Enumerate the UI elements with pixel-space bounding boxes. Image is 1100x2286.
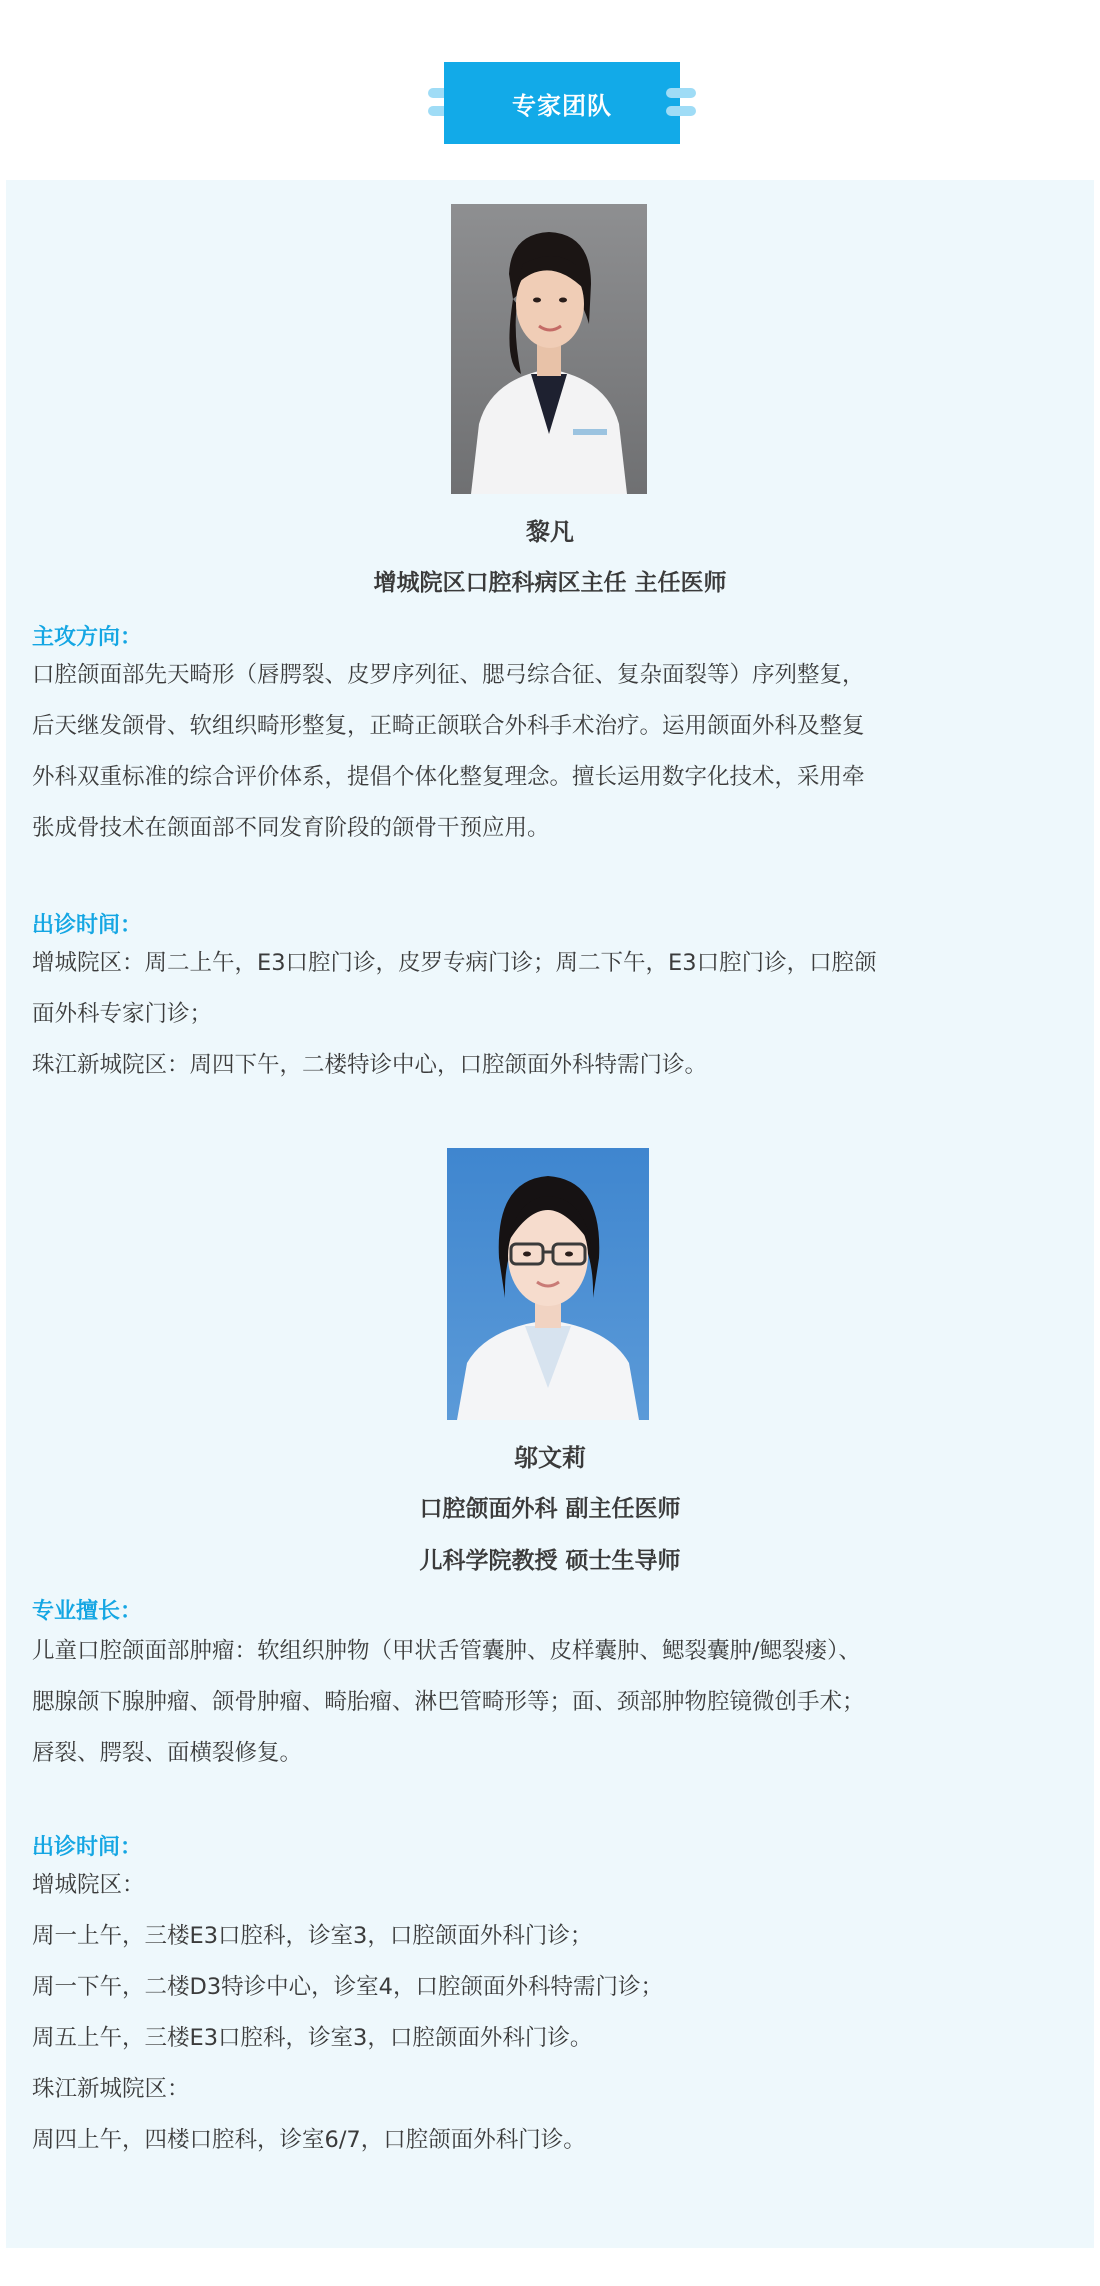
schedule-line: 珠江新城院区：	[32, 2076, 190, 2102]
schedule-line: 面外科专家门诊；	[32, 1001, 213, 1027]
schedule-line: 周四上午，四楼口腔科，诊室6/7，口腔颌面外科门诊。	[32, 2127, 586, 2153]
schedule-line: 增城院区：周二上午，E3口腔门诊，皮罗专病门诊；周二下午，E3口腔门诊，口腔颌	[32, 950, 877, 976]
specialty-text	[32, 1626, 1072, 1779]
doctor-title: 增城院区口腔科病区主任 主任医师	[373, 570, 727, 596]
specialty-text	[32, 650, 1072, 854]
doctor-portrait-photo	[451, 204, 647, 494]
specialty-line: 唇裂、腭裂、面横裂修复。	[32, 1740, 303, 1766]
specialty-label: 专业擅长：	[32, 1599, 143, 1624]
schedule-line: 周一下午，二楼D3特诊中心，诊室4，口腔颌面外科特需门诊；	[32, 1974, 663, 2000]
schedule-label: 出诊时间：	[32, 913, 143, 938]
specialty-line: 张成骨技术在颌面部不同发育阶段的颌骨干预应用。	[32, 815, 550, 841]
page-bottom-margin	[0, 2248, 1100, 2286]
schedule-line: 周一上午，三楼E3口腔科，诊室3，口腔颌面外科门诊；	[32, 1923, 593, 1949]
schedule-line: 增城院区：	[32, 1872, 145, 1898]
specialty-line: 后天继发颌骨、软组织畸形整复，正畸正颌联合外科手术治疗。运用颌面外科及整复	[32, 713, 865, 739]
section-header	[0, 62, 1100, 146]
specialty-line: 外科双重标准的综合评价体系，提倡个体化整复理念。擅长运用数字化技术，采用牵	[32, 764, 865, 790]
expert-team-panel	[6, 180, 1094, 2248]
doctor-name: 邬文莉	[514, 1444, 586, 1472]
section-title: 专家团队	[444, 62, 680, 144]
schedule-text	[32, 938, 1072, 1091]
schedule-text	[32, 1860, 1072, 2166]
schedule-label: 出诊时间：	[32, 1835, 143, 1860]
doctor-title: 口腔颌面外科 副主任医师	[419, 1496, 681, 1522]
doctor-portrait-photo	[447, 1148, 649, 1420]
doctor-name: 黎凡	[526, 518, 574, 546]
schedule-line: 珠江新城院区：周四下午，二楼特诊中心，口腔颌面外科特需门诊。	[32, 1052, 708, 1078]
doctor-title: 儿科学院教授 硕士生导师	[419, 1548, 681, 1574]
specialty-line: 儿童口腔颌面部肿瘤：软组织肿物（甲状舌管囊肿、皮样囊肿、鳃裂囊肿/鳃裂瘘）、	[32, 1638, 861, 1664]
specialty-line: 腮腺颌下腺肿瘤、颌骨肿瘤、畸胎瘤、淋巴管畸形等；面、颈部肿物腔镜微创手术；	[32, 1689, 865, 1715]
specialty-line: 口腔颌面部先天畸形（唇腭裂、皮罗序列征、腮弓综合征、复杂面裂等）序列整复，	[32, 662, 865, 688]
schedule-line: 周五上午，三楼E3口腔科，诊室3，口腔颌面外科门诊。	[32, 2025, 593, 2051]
banner-clip-decoration	[666, 88, 696, 118]
specialty-label: 主攻方向：	[32, 625, 143, 650]
